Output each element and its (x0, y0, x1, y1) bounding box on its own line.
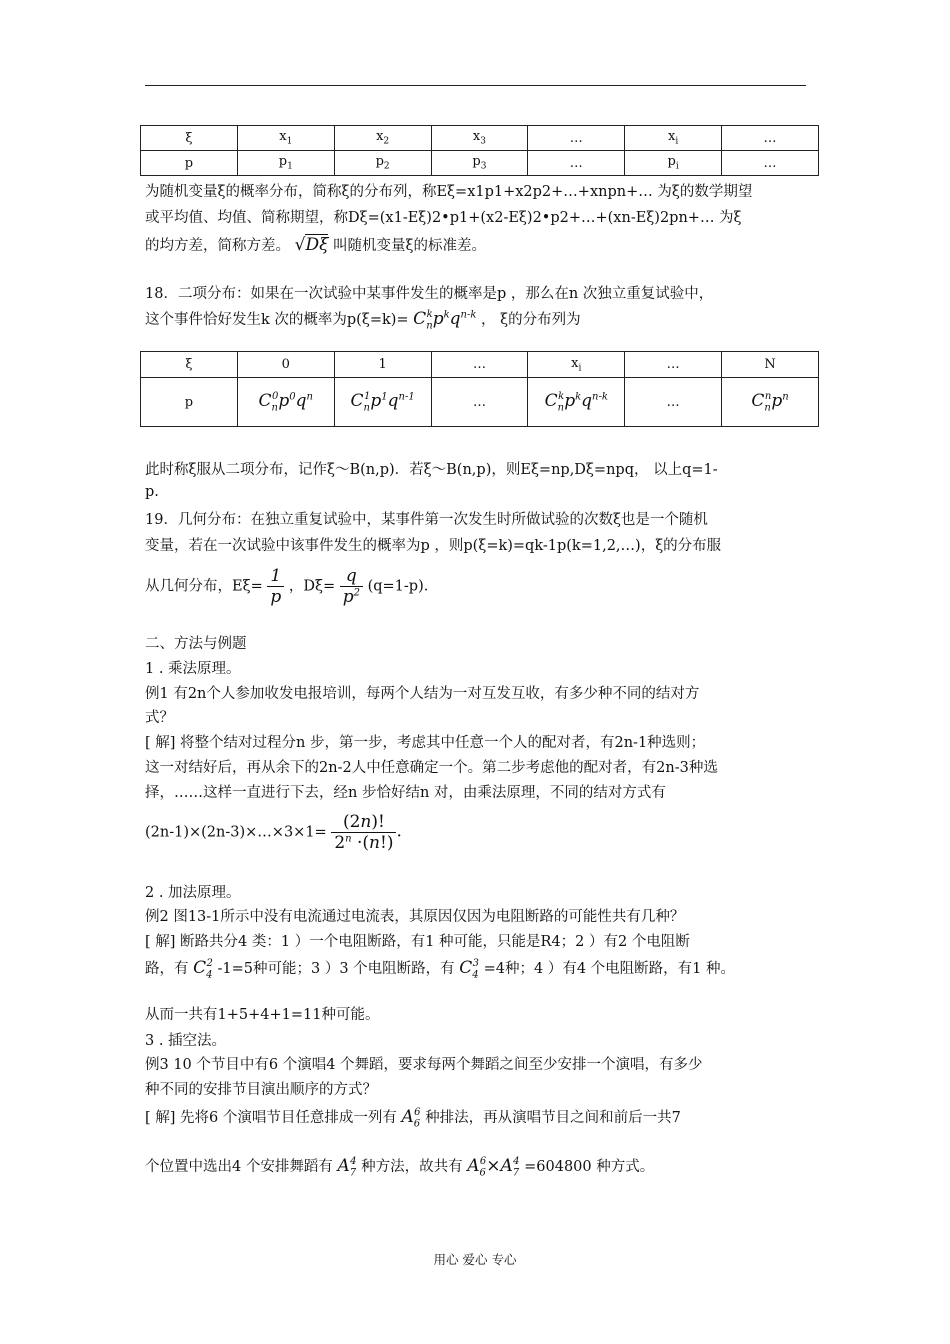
table-cell: $p_i$ (625, 151, 722, 176)
text-line: 这一对结好后，再从余下的2n-2人中任意确定一个。第二步考虑他的配对者，有2n-3种选 (145, 760, 718, 776)
table-cell: ξ (141, 352, 238, 378)
table-cell: $C_n^0p^0q^n$ (237, 378, 334, 427)
table-cell: $C_n^1p^1q^{n-1}$ (334, 378, 431, 427)
text-line: p. (145, 484, 159, 500)
table-cell: ξ (141, 126, 238, 151)
text-span: 路，有 (145, 961, 189, 977)
table-cell: … (625, 378, 722, 427)
table-cell: … (528, 126, 625, 151)
table-cell: … (528, 151, 625, 176)
variance-fraction: $\frac{q}{p^2}$ (340, 566, 363, 607)
table-cell: p (141, 151, 238, 176)
table-cell: $C_n^kp^kq^{n-k}$ (528, 378, 625, 427)
text-line: 例2 图13-1所示中没有电流通过电流表，其原因仅因为电阻断路的可能性共有几种？ (145, 909, 685, 925)
text-line: 此时称ξ服从二项分布，记作ξ～B(n,p)．若ξ～B(n,p)，则Eξ=np,Dξ=npq， 以上q=1- (145, 462, 718, 478)
text-span: 种排法，再从演唱节目之间和前后一共7 (425, 1110, 681, 1126)
text-line (145, 1106, 681, 1129)
table-cell: $p_3$ (431, 151, 528, 176)
method-heading: 2 . 加法原理。 (145, 885, 241, 901)
text-line: 择，……这样一直进行下去，经n 步恰好结n 对，由乘法原理，不同的结对方式有 (145, 785, 666, 801)
text-line (145, 234, 486, 255)
text-line (145, 308, 581, 331)
text-line: 18．二项分布：如果在一次试验中某事件发生的概率是p ，那么在n 次独立重复试验中， (145, 286, 714, 302)
table-cell: $x_3$ (431, 126, 528, 151)
permutation-product: $A_6^6\times A_7^4$ (467, 1156, 520, 1179)
table-cell: … (431, 352, 528, 378)
text-span: 从几何分布，Eξ= (145, 578, 263, 595)
table-cell: … (722, 151, 819, 176)
sqrt-d-xi-formula: √Dξ (294, 235, 329, 255)
text-line: 变量，若在一次试验中该事件发生的概率为p ，则p(ξ=k)=qk-1p(k=1,2,…)，ξ的分布服 (145, 538, 722, 554)
method-heading: 3 . 插空法。 (145, 1033, 227, 1049)
text-line: 式？ (145, 710, 174, 726)
text-span: 种方法，故共有 (361, 1159, 463, 1175)
distribution-table-binomial (140, 351, 819, 427)
binomial-formula: $C_n^kp^kq^{n-k}$ (413, 309, 477, 332)
text-line: 例1 有2n个人参加收发电报培训，每两个人结为一对互发互收，有多少种不同的结对方 (145, 686, 700, 702)
combination-c42: $C_4^2$ (193, 958, 213, 981)
distribution-table-general (140, 125, 819, 176)
text-span: 叫随机变量ξ的标准差。 (333, 238, 487, 254)
table-cell: 1 (334, 352, 431, 378)
text-span: ， ξ的分布列为 (481, 312, 581, 328)
section-title: 二、方法与例题 (145, 636, 247, 652)
table-cell: … (722, 126, 819, 151)
permutation-a74: $A_7^4$ (337, 1156, 357, 1179)
text-line: [ 解] 断路共分4 类：1 ）一个电阻断路，有1 种可能，只能是R4；2 ）有2 个电阻断 (145, 934, 690, 950)
table-cell: $C_n^np^n$ (722, 378, 819, 427)
text-span: 的均方差，简称方差。 (145, 238, 290, 254)
table-cell: $x_i$ (625, 126, 722, 151)
table-cell: $x_2$ (334, 126, 431, 151)
combination-c43: $C_4^3$ (459, 958, 480, 981)
table-row-p (141, 378, 819, 427)
table-row-xi (141, 352, 819, 378)
pairing-count-fraction: $\frac{(2n)!}{2^n \cdot(n!)}$ (331, 812, 396, 853)
text-span: (q=1-p). (367, 578, 429, 595)
text-span: ，Dξ= (288, 578, 336, 595)
text-span: [ 解] 先将6 个演唱节目任意排成一列有 (145, 1110, 397, 1126)
text-span: 个位置中选出4 个安排舞蹈有 (145, 1159, 333, 1175)
permutation-a66: $A_6^6$ (401, 1107, 421, 1130)
text-line (145, 566, 428, 607)
table-cell: … (625, 352, 722, 378)
table-cell: $x_i$ (528, 352, 625, 378)
text-span: =4种；4 ）有4 个电阻断路，有1 种。 (483, 961, 736, 977)
table-cell: 0 (237, 352, 334, 378)
text-line: 例3 10 个节目中有6 个演唱4 个舞蹈，要求每两个舞蹈之间至少安排一个演唱，有多少 (145, 1057, 703, 1073)
text-line: [ 解] 将整个结对过程分n 步，第一步，考虑其中任意一个人的配对者，有2n-1种选则； (145, 735, 706, 751)
method-heading: 1 . 乘法原理。 (145, 661, 241, 677)
text-line (145, 1155, 654, 1178)
text-span: -1=5种可能；3 ）3 个电阻断路，有 (217, 961, 455, 977)
table-cell: $x_1$ (237, 126, 334, 151)
table-cell: $p_2$ (334, 151, 431, 176)
header-rule (145, 85, 806, 86)
table-cell: … (431, 378, 528, 427)
text-span: 这个事件恰好发生k 次的概率为p(ξ=k)= (145, 312, 409, 328)
page-footer: 用心 爱心 专心 (433, 1252, 517, 1267)
table-cell: $p_1$ (237, 151, 334, 176)
table-cell: p (141, 378, 238, 427)
text-line (145, 957, 735, 980)
expectation-fraction: $\frac{1}{p}$ (267, 566, 284, 607)
table-row-p (141, 151, 819, 176)
text-span: =604800 种方式。 (524, 1159, 655, 1175)
text-line: 19．几何分布：在独立重复试验中，某事件第一次发生时所做试验的次数ξ也是一个随机 (145, 512, 708, 528)
text-line: 或平均值、均值、简称期望，称Dξ=(x1-Eξ)2•p1+(x2-Eξ)2•p2+…+(xn-Eξ)2pn+… 为ξ (145, 210, 742, 226)
table-row-xi (141, 126, 819, 151)
table-cell: N (722, 352, 819, 378)
text-line: 为随机变量ξ的概率分布，简称ξ的分布列，称Eξ=x1p1+x2p2+…+xnpn+… 为ξ的数学期望 (145, 184, 753, 200)
text-line: 种不同的安排节目演出顺序的方式？ (145, 1082, 377, 1098)
text-line: (2n-1)×(2n-3)×…×3×1= $\frac{(2n)!}{2^n \cdot(n!)}$ . (145, 812, 402, 853)
text-span: (2n-1)×(2n-3)×…×3×1= (145, 824, 327, 841)
text-line: 从而一共有1+5+4+1=11种可能。 (145, 1007, 380, 1023)
